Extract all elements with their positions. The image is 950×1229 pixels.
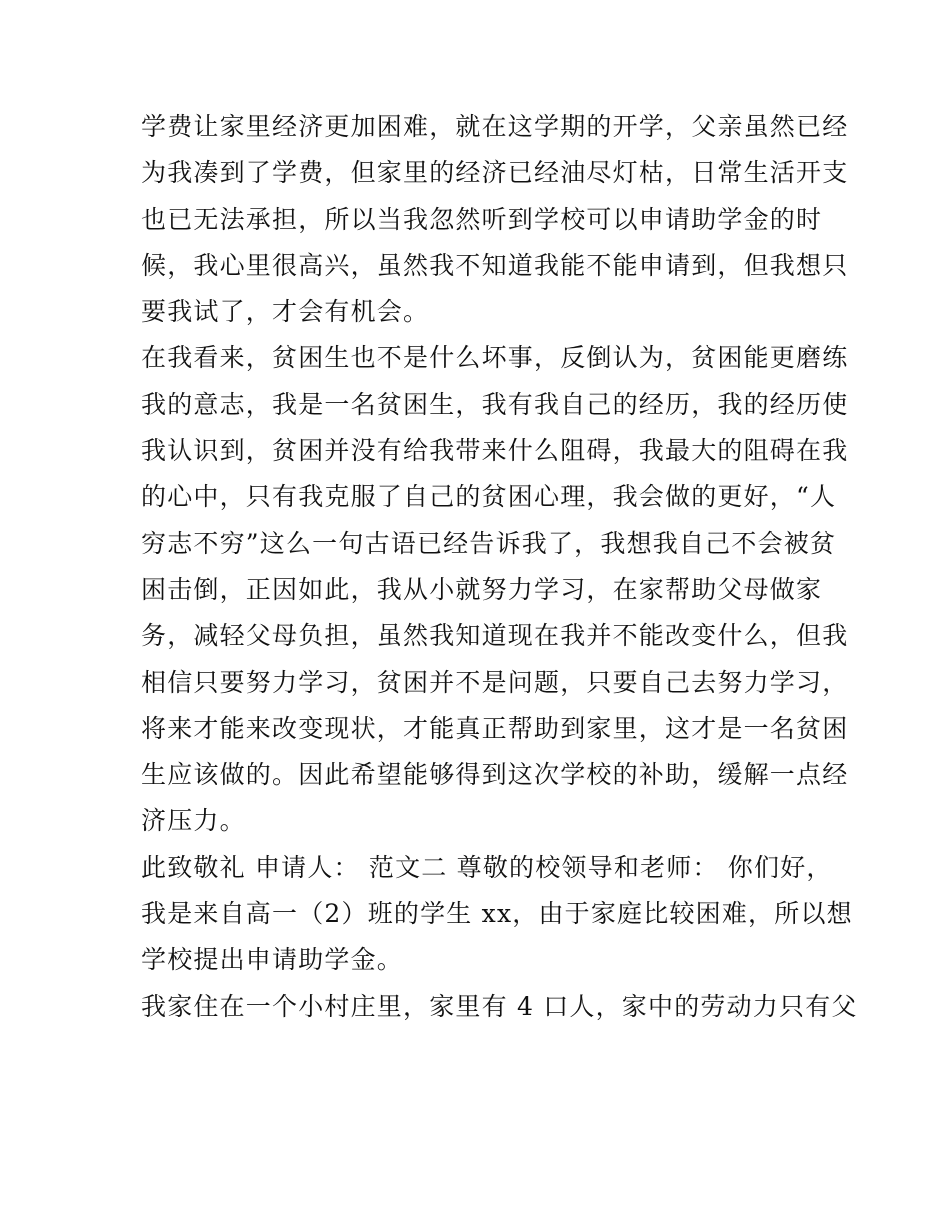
text-line-16: 济压力。 [141,806,246,836]
text-line-1: 学费让家里经济更加困难，就在这学期的开学，父亲虽然已经 [141,112,849,141]
text-line-7: 我的意志，我是一名贫困生，我有我自己的经历，我的经历使 [141,389,849,419]
text-line-11: 困击倒，正因如此，我从小就努力学习，在家帮助父母做家 [141,574,823,604]
text-line-19: 学校提出申请助学金。 [141,945,404,975]
text-line-3: 也已无法承担，所以当我忽然听到学校可以申请助学金的时 [141,204,823,234]
text-line-4: 候，我心里很高兴，虽然我不知道我能不能申请到，但我想只 [141,250,849,280]
text-line-8: 我认识到，贫困并没有给我带来什么阻碍，我最大的阻碍在我 [141,436,849,466]
text-line-14: 将来才能来改变现状，才能真正帮助到家里，这才是一名贫困 [141,713,849,743]
text-line-6: 在我看来，贫困生也不是什么坏事，反倒认为，贫困能更磨练 [141,343,849,373]
text-line-20: 我家住在一个小村庄里，家里有 4 口人，家中的劳动力只有父 [141,991,858,1021]
text-line-15: 生应该做的。因此希望能够得到这次学校的补助，缓解一点经 [141,760,849,790]
document-body [141,104,858,1030]
text-line-2: 为我凑到了学费，但家里的经济已经油尽灯枯，日常生活开支 [141,158,849,188]
text-line-12: 务，减轻父母负担，虽然我知道现在我并不能改变什么，但我 [141,621,849,651]
text-line-17: 此致敬礼 申请人： 范文二 尊敬的校领导和老师： 你们好， [141,852,833,882]
text-line-10: 穷志不穷”这么一句古语已经告诉我了，我想我自己不会被贫 [141,528,837,558]
text-line-5: 要我试了，才会有机会。 [141,297,430,327]
text-line-18: 我是来自高一（2）班的学生 xx，由于家庭比较困难，所以想 [141,899,853,929]
text-line-13: 相信只要努力学习，贫困并不是问题，只要自己去努力学习， [141,667,849,697]
text-line-9: 的心中，只有我克服了自己的贫困心理，我会做的更好，“人 [141,482,837,512]
